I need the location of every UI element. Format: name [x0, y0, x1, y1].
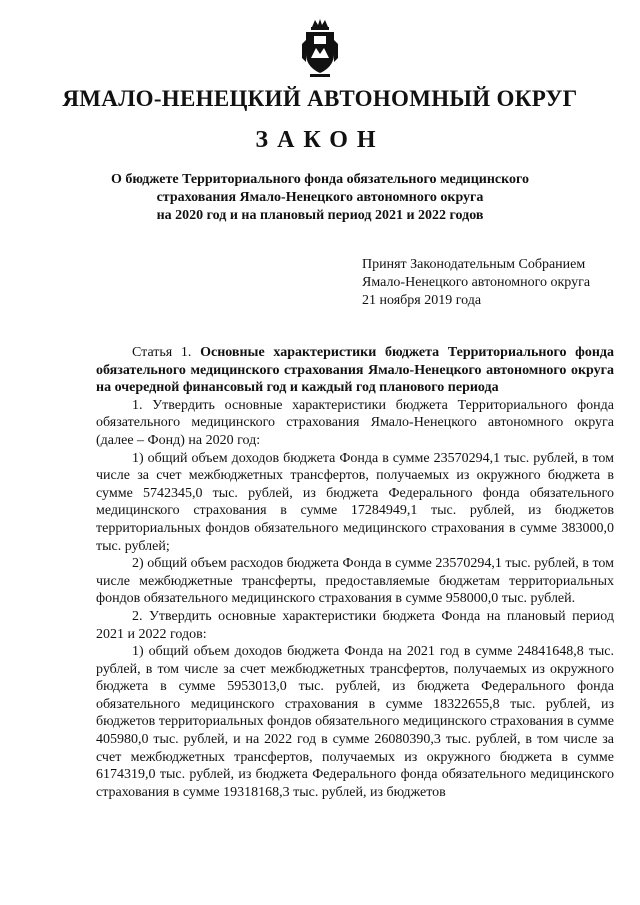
article-number: Статья 1.	[132, 345, 192, 360]
law-body	[96, 344, 614, 801]
law-title	[80, 171, 560, 225]
paragraph: 2. Утвердить основные характеристики бюджета Фонда на плановый период 2021 и 2022 годов:	[96, 608, 614, 642]
article-heading	[96, 344, 614, 397]
law-title-line: страхования Ямало-Ненецкого автономного округа	[156, 190, 484, 205]
paragraph: 1) общий объем доходов бюджета Фонда в сумме 23570294,1 тыс. рублей, в том числе за счет межбюджетных трансфертов, получаемых из окружного бюджета в сумме 5742345,0 тыс. рублей, из бюджета Федерального фонда обязательного медицинского страхования в сумме 17284949,1 тыс. рублей, из бюджетов территориальных фондов обязательного медицинского страхования в сумме 383000,0 тыс. рублей;	[96, 450, 614, 554]
coat-of-arms-icon	[298, 18, 342, 80]
adoption-note	[362, 256, 622, 310]
adoption-line: Принят Законодательным Собранием	[362, 257, 586, 272]
adoption-line: Ямало-Ненецкого автономного округа	[362, 275, 591, 290]
law-title-line: О бюджете Территориального фонда обязательного медицинского	[110, 172, 530, 187]
article-name: Основные характеристики бюджета Территориального фонда обязательного медицинского страхования Ямало-Ненецкого автономного округа на очередной финансовый год и каждый год планового периода	[96, 345, 615, 396]
law-title-line: на 2020 год и на плановый период 2021 и 2022 годов	[156, 208, 484, 223]
paragraph: 1) общий объем доходов бюджета Фонда на 2021 год в сумме 24841648,8 тыс. рублей, в том числе за счет межбюджетных трансфертов, получаемых из окружного бюджета в сумме 5953013,0 тыс. рублей, из бюджета Федерального фонда обязательного медицинского страхования в сумме 18322655,8 тыс. рублей, из бюджетов территориальных фондов обязательного медицинского страхования в сумме 405980,0 тыс. рублей, и на 2022 год в сумме 26080390,3 тыс. рублей, в том числе за счет межбюджетных трансфертов, получаемых из окружного бюджета в сумме 6174319,0 тыс. рублей, из бюджета Федерального фонда обязательного медицинского страхования в сумме 19318168,3 тыс. рублей, из бюджетов	[96, 644, 614, 800]
paragraph: 2) общий объем расходов бюджета Фонда в сумме 23570294,1 тыс. рублей, в том числе межбюджетные трансферты, предоставляемые бюджетам территориальных фондов обязательного медицинского страхования в сумме 958000,0 тыс. рублей.	[96, 556, 614, 607]
region-name: ЯМАЛО-НЕНЕЦКИЙ АВТОНОМНЫЙ ОКРУГ	[62, 86, 578, 111]
document-type: ЗАКОН	[255, 127, 385, 153]
adoption-line: 21 ноября 2019 года	[362, 293, 482, 308]
paragraph: 1. Утвердить основные характеристики бюджета Территориального фонда обязательного медицинского страхования Ямало-Ненецкого автономного округа (далее – Фонд) на 2020 год:	[96, 397, 614, 448]
